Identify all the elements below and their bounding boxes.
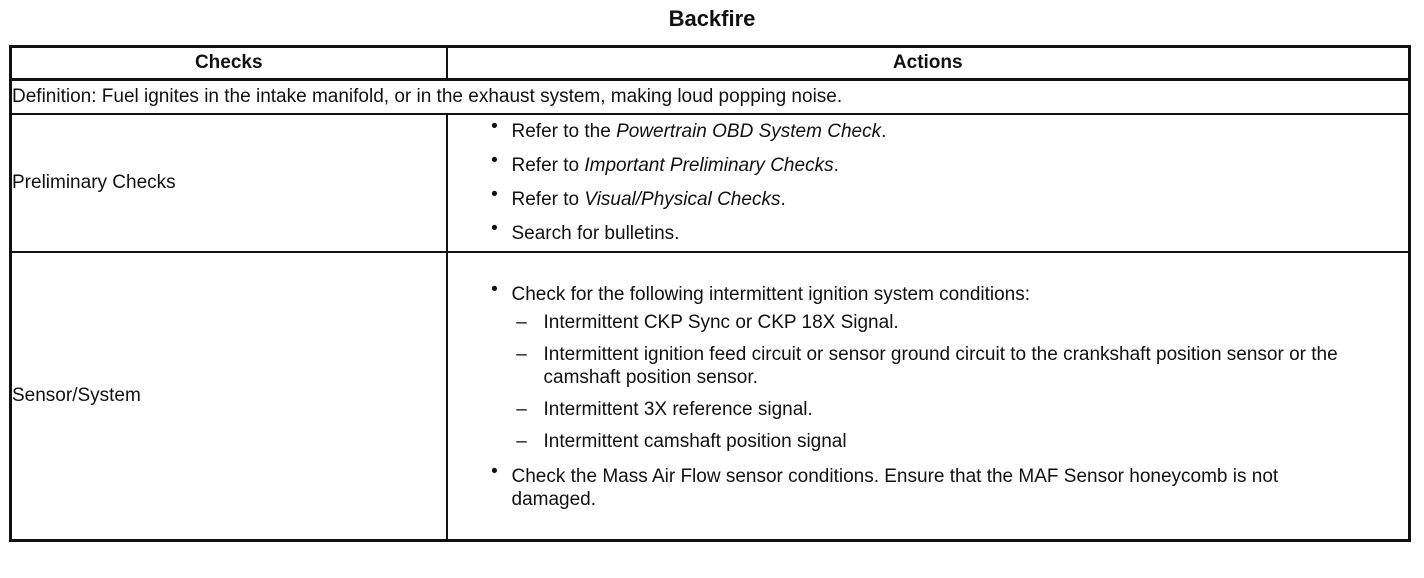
bullet-icon: • — [491, 150, 498, 171]
action-item — [489, 460, 1352, 515]
bullet-icon: • — [491, 116, 498, 137]
bullet-icon: • — [491, 184, 498, 205]
diagnostic-table — [9, 45, 1411, 542]
sub-action-text: Intermittent CKP Sync or CKP 18X Signal. — [543, 311, 899, 333]
dash-icon: – — [516, 430, 527, 452]
action-text: Search for bulletins. — [511, 223, 680, 244]
dash-icon: – — [516, 398, 527, 420]
action-list — [448, 278, 1409, 515]
reference-link-visual-physical[interactable]: Visual/Physical Checks — [584, 189, 781, 210]
action-text: Check the Mass Air Flow sensor conditions. Ensure that the MAF Sensor honeycomb is not damaged. — [511, 465, 1279, 510]
sub-action-list — [512, 306, 1384, 457]
sub-action-item — [516, 306, 1384, 338]
column-header-actions: Actions — [447, 47, 1410, 80]
action-text-suffix: . — [881, 121, 887, 142]
definition-row — [11, 80, 1410, 115]
action-text-suffix: . — [780, 189, 786, 210]
action-item — [489, 149, 1409, 183]
table-row — [11, 252, 1410, 541]
sub-action-text: Intermittent ignition feed circuit or sensor ground circuit to the crankshaft position sensor or the camshaft position sensor. — [543, 343, 1338, 388]
table-row — [11, 114, 1410, 252]
action-text: Refer to — [511, 189, 585, 210]
bullet-icon: • — [491, 460, 498, 482]
sub-action-text: Intermittent 3X reference signal. — [543, 398, 813, 420]
actions-cell — [447, 114, 1410, 252]
check-name-sensor-system: Sensor/System — [11, 252, 447, 541]
sub-action-text: Intermittent camshaft position signal — [543, 430, 847, 452]
check-name-preliminary: Preliminary Checks — [11, 114, 447, 252]
sub-action-item — [516, 425, 1384, 457]
reference-link-important-preliminary[interactable]: Important Preliminary Checks — [584, 155, 834, 176]
action-item — [489, 278, 1409, 460]
page-title: Backfire — [668, 6, 756, 31]
action-text: Refer to the — [511, 121, 617, 142]
action-item — [489, 217, 1409, 251]
table-header-row — [11, 47, 1410, 80]
definition-text: Definition: Fuel ignites in the intake manifold, or in the exhaust system, making loud popping noise. — [11, 80, 1410, 115]
action-list — [448, 115, 1409, 251]
sub-action-item — [516, 338, 1384, 393]
dash-icon: – — [516, 343, 527, 365]
action-text-suffix: . — [833, 155, 839, 176]
column-header-checks: Checks — [11, 47, 447, 80]
action-item — [489, 115, 1409, 149]
bullet-icon: • — [491, 278, 498, 300]
dash-icon: – — [516, 311, 527, 333]
actions-cell — [447, 252, 1410, 541]
action-item — [489, 183, 1409, 217]
action-text: Refer to — [511, 155, 585, 176]
reference-link-powertrain-obd[interactable]: Powertrain OBD System Check — [616, 121, 882, 142]
bullet-icon: • — [491, 218, 498, 239]
sub-action-item — [516, 393, 1384, 425]
action-text: Check for the following intermittent ignition system conditions: — [511, 283, 1031, 305]
